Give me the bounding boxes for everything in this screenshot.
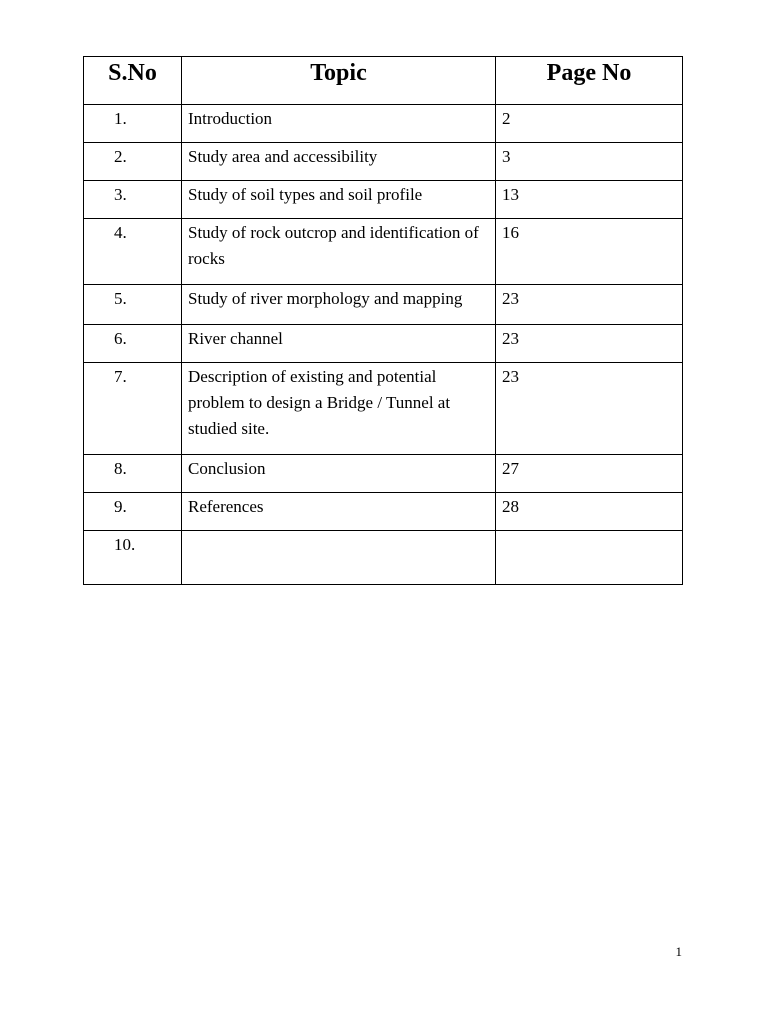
row-sno: 1. (84, 105, 182, 143)
row-page-no: 3 (496, 143, 683, 181)
table-row (84, 285, 683, 325)
row-sno: 2. (84, 143, 182, 181)
table-row (84, 325, 683, 363)
row-page-no: 23 (496, 285, 683, 325)
row-topic: Study of rock outcrop and identification of rocks (182, 219, 496, 285)
row-sno: 5. (84, 285, 182, 325)
row-page-no: 28 (496, 493, 683, 531)
header-page-no: Page No (496, 57, 683, 105)
table-row (84, 455, 683, 493)
row-page-no: 23 (496, 325, 683, 363)
row-topic: Introduction (182, 105, 496, 143)
table-header-row (84, 57, 683, 105)
header-topic: Topic (182, 57, 496, 105)
row-page-no: 23 (496, 363, 683, 455)
row-topic: River channel (182, 325, 496, 363)
row-sno: 3. (84, 181, 182, 219)
row-topic: Study of river morphology and mapping (182, 285, 496, 325)
table-row (84, 181, 683, 219)
table-row (84, 219, 683, 285)
row-page-no: 27 (496, 455, 683, 493)
table-row (84, 531, 683, 585)
row-topic: Study area and accessibility (182, 143, 496, 181)
row-sno: 8. (84, 455, 182, 493)
row-page-no (496, 531, 683, 585)
table-row (84, 363, 683, 455)
table-of-contents (83, 56, 683, 585)
row-sno: 6. (84, 325, 182, 363)
row-topic: Conclusion (182, 455, 496, 493)
table-row (84, 105, 683, 143)
row-sno: 4. (84, 219, 182, 285)
row-sno: 7. (84, 363, 182, 455)
row-topic: References (182, 493, 496, 531)
row-sno: 10. (84, 531, 182, 585)
table-row (84, 143, 683, 181)
table-row (84, 493, 683, 531)
row-page-no: 2 (496, 105, 683, 143)
page-number: 1 (675, 944, 682, 959)
row-topic: Study of soil types and soil profile (182, 181, 496, 219)
header-sno: S.No (84, 57, 182, 105)
row-topic: Description of existing and potential problem to design a Bridge / Tunnel at studied site. (182, 363, 496, 455)
row-sno: 9. (84, 493, 182, 531)
row-topic (182, 531, 496, 585)
row-page-no: 16 (496, 219, 683, 285)
row-page-no: 13 (496, 181, 683, 219)
